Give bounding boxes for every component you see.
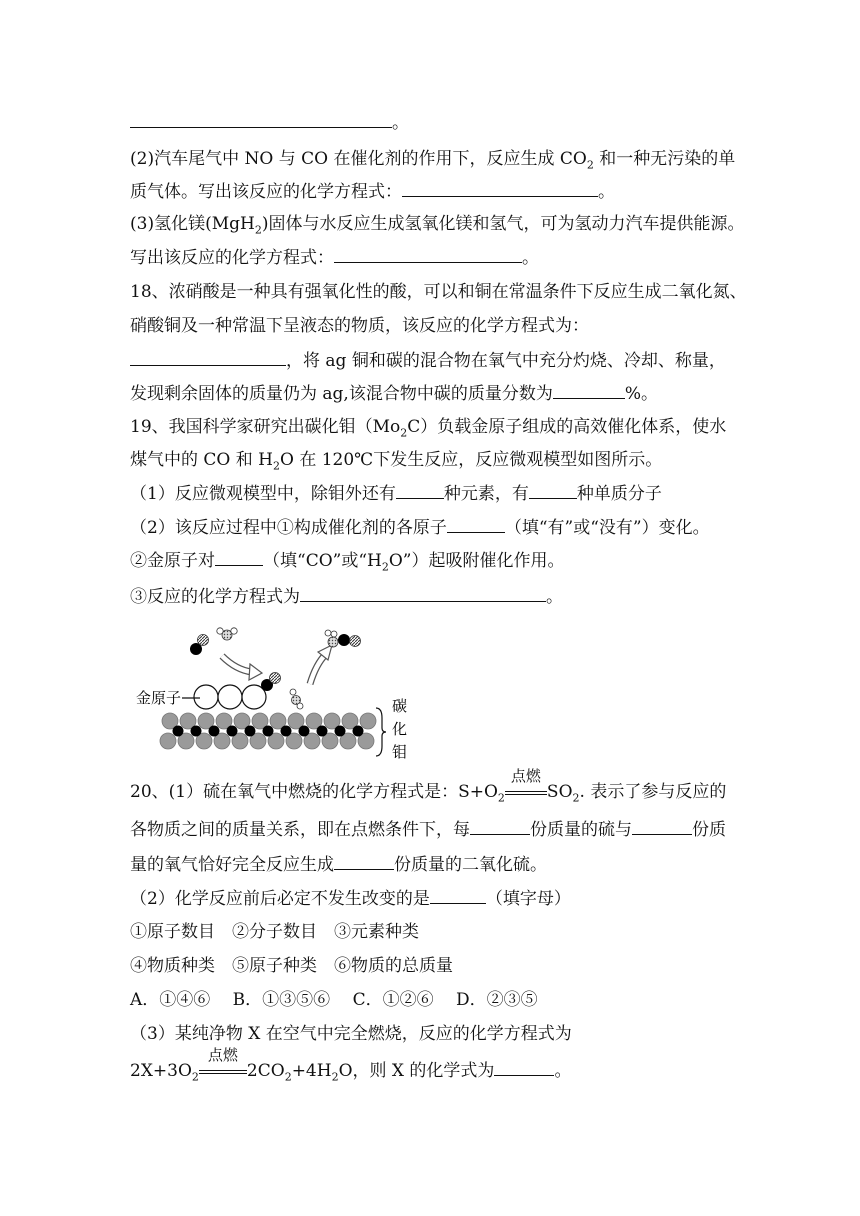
question-20-line-6: $2X+3O_2$ 点燃 $2CO_2+4H_2O$，则 X 的化学式为 。 xyxy=(130,1046,572,1084)
mo2c-label-1: 碳 xyxy=(392,697,408,715)
question-18-line-1: 18、浓硝酸是一种具有强氧化性的酸，可以和铜在常温条件下反应生成二氧化氮、 xyxy=(130,282,747,302)
answer-blank[interactable] xyxy=(494,1058,554,1076)
question-19-line-1: 19、我国科学家研究出碳化钼$(Mo_2C)$负载金原子组成的高效催化体系，使水 xyxy=(130,417,727,440)
question-18-line-4: 发现剩余固体的质量仍为 ag,该混合物中碳的质量分数为 %。 xyxy=(130,381,658,406)
answer-blank[interactable] xyxy=(632,817,692,835)
answer-blank[interactable] xyxy=(215,548,263,566)
reaction-micro-model-figure xyxy=(130,618,410,768)
question-20-line-1: 20、(1）硫在氧气中燃烧的化学方程式是：$S+O_2$ 点燃 $SO_2$. 表示了参与反应的 xyxy=(130,767,727,805)
question-20-line-2: 各物质之间的质量关系，即在点燃条件下，每 份质量的硫与 份质 xyxy=(130,817,726,842)
question-20-options-1: ①原子数目 ②分子数目 ③元素种类 xyxy=(130,922,419,942)
question-17-2-line-2: 质气体。写出该反应的化学方程式： 。 xyxy=(130,179,615,204)
question-20-line-3: 量的氧气恰好完全反应生成 份质量的二氧化硫。 xyxy=(130,852,547,877)
product-molecules xyxy=(325,630,361,647)
answer-line-top: 。 xyxy=(130,110,409,135)
question-18-line-2: 硝酸铜及一种常温下呈液态的物质，该反应的化学方程式为： xyxy=(130,316,589,336)
answer-blank[interactable] xyxy=(430,886,486,904)
water-molecule-left xyxy=(217,628,237,640)
answer-blank[interactable] xyxy=(300,584,546,602)
question-17-2-line-1: (2)汽车尾气中 NO 与 CO 在催化剂的作用下，反应生成 $CO_2$ 和一种无污染的单 xyxy=(130,149,736,172)
answer-blank[interactable] xyxy=(334,852,394,870)
question-20-line-5: （3）某纯净物 X 在空气中完全燃烧，反应的化学方程式为 xyxy=(130,1024,572,1044)
question-20-choices: A．①④⑥ B．①③⑤⑥ C．①②⑥ D．②③⑤ xyxy=(130,990,538,1010)
answer-blank[interactable] xyxy=(334,245,522,263)
answer-blank[interactable] xyxy=(130,110,392,128)
co-molecule-adsorbed xyxy=(261,673,281,692)
molybdenum-carbide-layer xyxy=(160,713,376,749)
micro-model-svg xyxy=(130,618,410,764)
question-17-3-line-2: 写出该反应的化学方程式： 。 xyxy=(130,245,539,270)
mo2c-label-3: 钼 xyxy=(392,743,408,761)
question-20-options-2: ④物质种类 ⑤原子种类 ⑥物质的总质量 xyxy=(130,956,453,976)
answer-blank[interactable] xyxy=(447,515,505,533)
answer-blank[interactable] xyxy=(130,348,286,366)
question-19-line-3: （1）反应微观模型中，除钼外还有 种元素，有 种单质分子 xyxy=(130,481,662,506)
question-19-line-6: ③反应的化学方程式为 。 xyxy=(130,584,563,609)
answer-blank[interactable] xyxy=(470,817,530,835)
gold-atom-label: 金原子 xyxy=(136,689,182,707)
layer-brace xyxy=(376,708,386,756)
question-19-line-4: （2）该反应过程中①构成催化剂的各原子 （填“有”或“没有”）变化。 xyxy=(130,515,710,540)
question-19-line-2: 煤气中的 CO 和 $H_2O$ 在 120℃下发生反应，反应微观模型如图所示。 xyxy=(130,450,663,473)
question-19-line-5: ②金原子对 （填“CO”或“$H_2O$”）起吸附催化作用。 xyxy=(130,548,564,579)
equation-condition: 点燃 xyxy=(199,1059,247,1083)
co-molecule-left xyxy=(190,635,209,656)
answer-blank[interactable] xyxy=(402,179,598,197)
answer-blank[interactable] xyxy=(553,381,625,399)
answer-blank[interactable] xyxy=(396,481,444,499)
question-18-line-3: ，将 ag 铜和碳的混合物在氧气中充分灼烧、冷却、称量， xyxy=(130,348,726,373)
water-molecule-adsorbed xyxy=(290,689,303,709)
gold-atoms xyxy=(194,685,266,709)
question-20-line-4: （2）化学反应前后必定不发生改变的是 （填字母） xyxy=(130,886,571,911)
answer-blank[interactable] xyxy=(529,481,577,499)
question-17-3-line-1: (3)氢化镁(MgH$_2$)固体与水反应生成氢氧化镁和氢气，可为氢动力汽车提供能源。 xyxy=(130,214,745,237)
mo2c-label-2: 化 xyxy=(392,720,408,738)
equation-condition: 点燃 xyxy=(505,780,547,804)
